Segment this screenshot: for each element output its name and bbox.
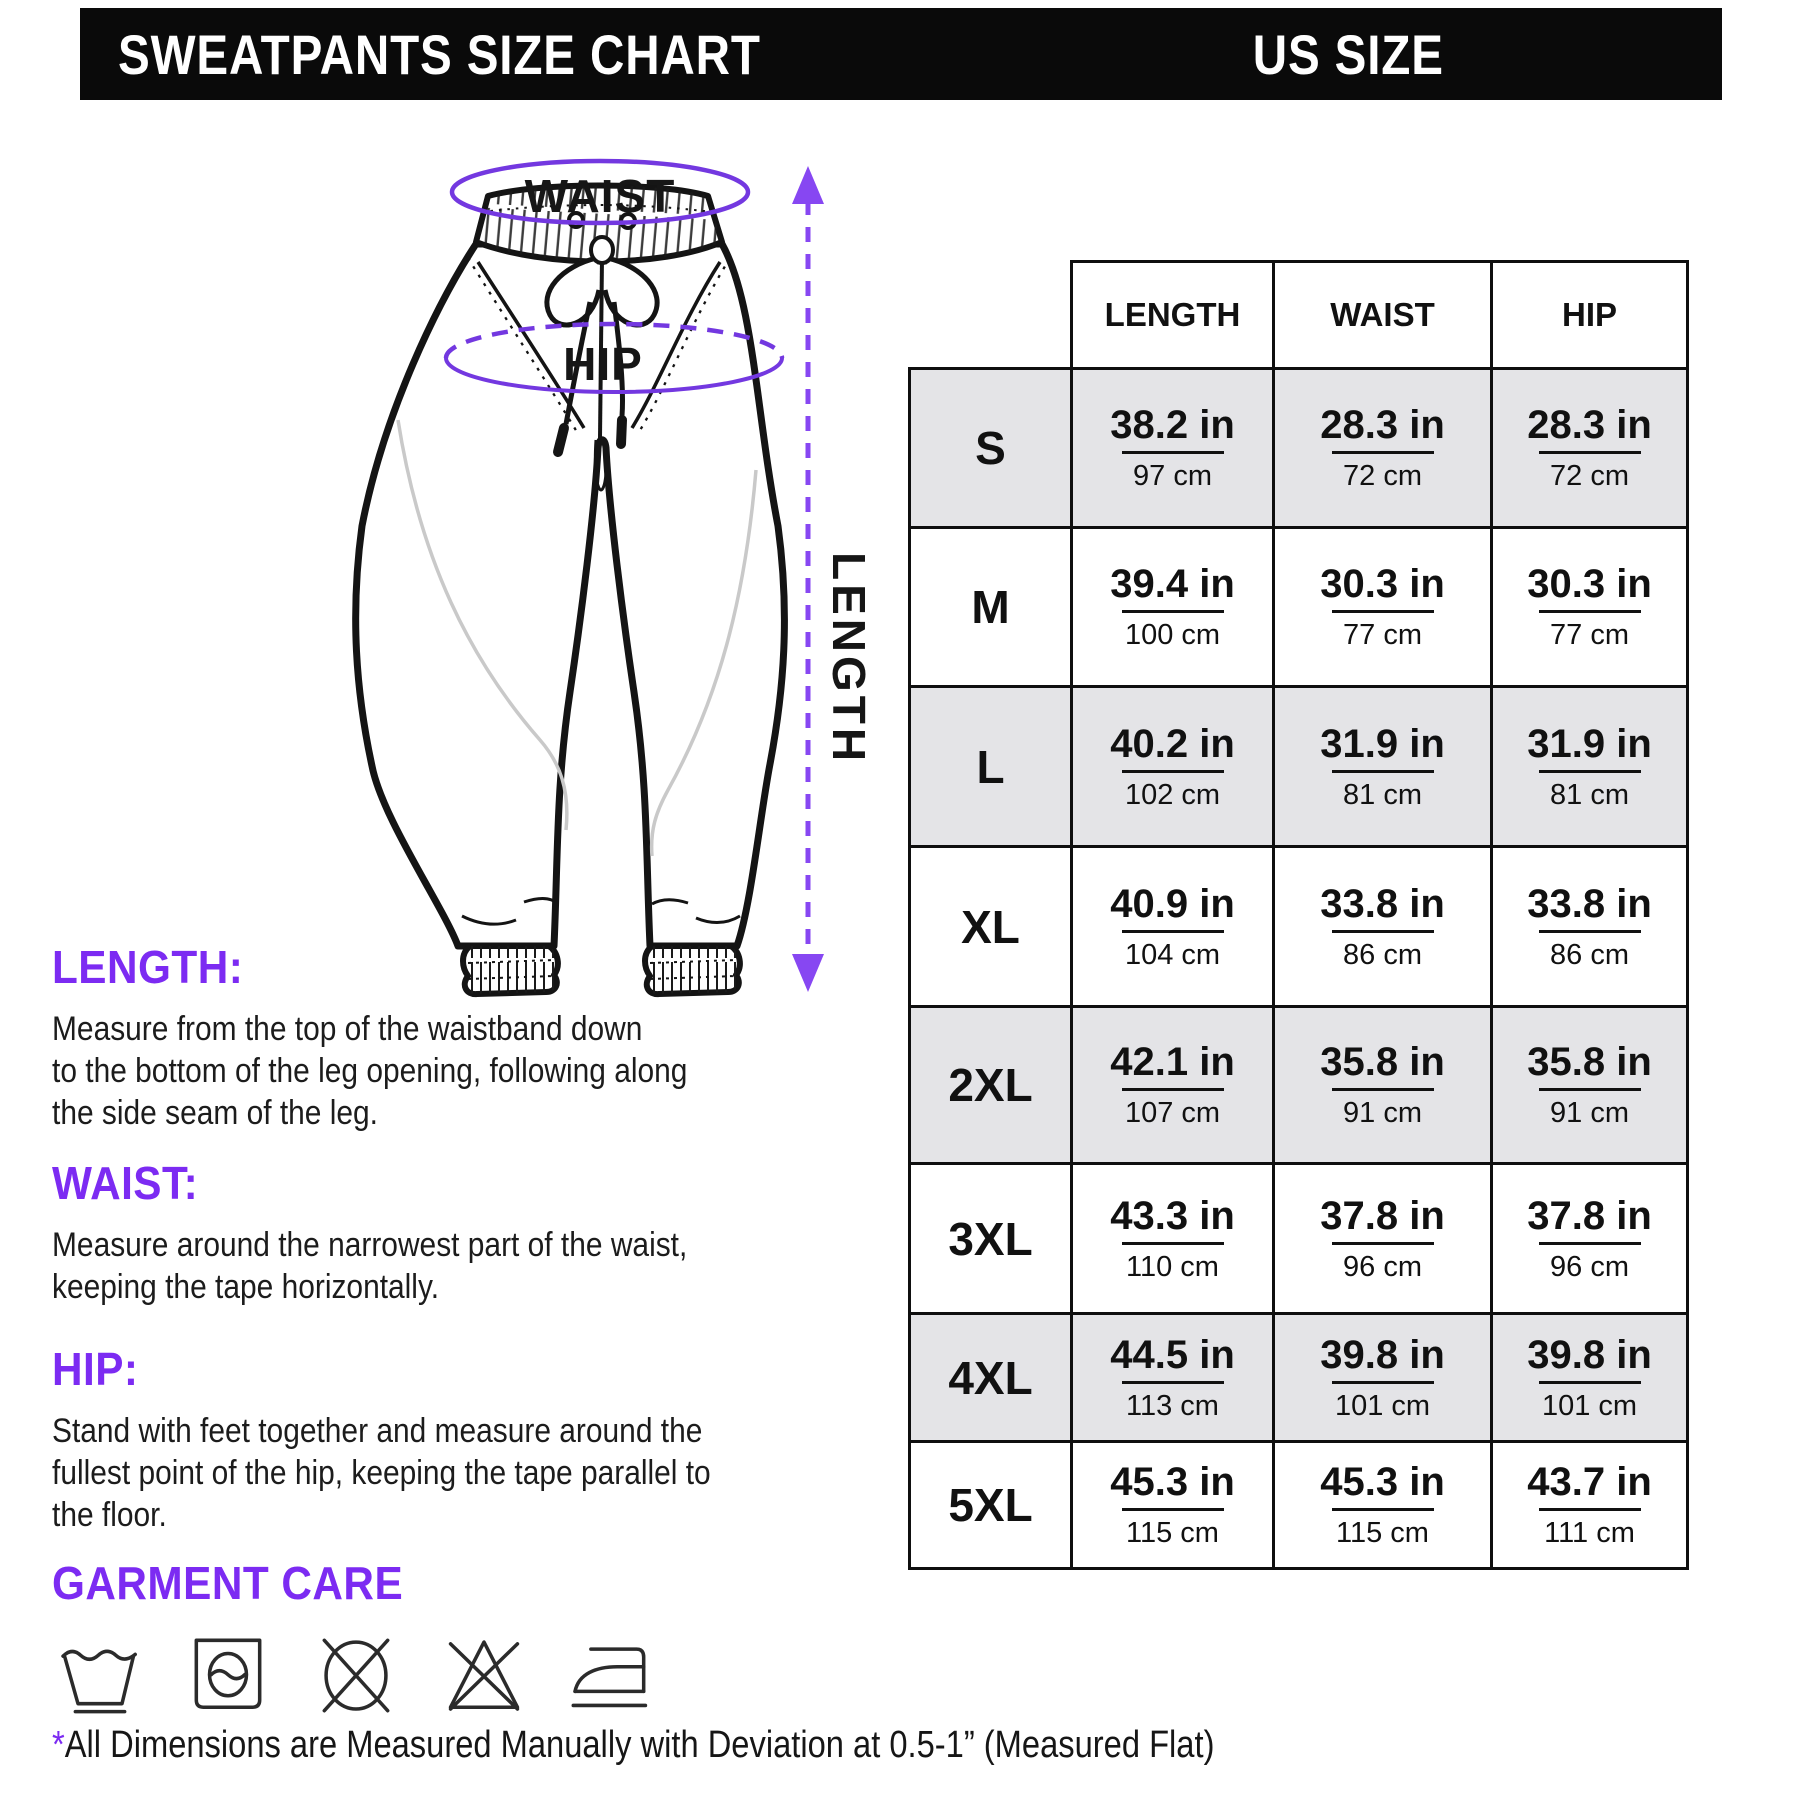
guide-text: to the bottom of the leg opening, following along — [52, 1052, 688, 1090]
table-cell: 45.3 in 115 cm — [1072, 1442, 1274, 1569]
guide-text: Measure around the narrowest part of the waist, — [52, 1226, 688, 1264]
length-arrowhead-top — [792, 166, 824, 204]
table-cell: 33.8 in 86 cm — [1274, 847, 1492, 1007]
table-cell: 37.8 in 96 cm — [1492, 1164, 1688, 1314]
guide-text: the side seam of the leg. — [52, 1094, 378, 1132]
guide-text: keeping the tape horizontally. — [52, 1268, 440, 1306]
garment-care-section — [52, 1556, 434, 1624]
table-header-row — [910, 262, 1688, 369]
table-cell: 39.4 in 100 cm — [1072, 528, 1274, 687]
do-not-bleach-icon — [440, 1626, 528, 1718]
size-label: 4XL — [910, 1314, 1072, 1442]
table-row — [910, 1442, 1688, 1569]
region-label: US SIZE — [1252, 22, 1444, 86]
care-icons-row — [56, 1626, 656, 1718]
table-row — [910, 687, 1688, 847]
do-not-dry-clean-icon — [312, 1626, 400, 1718]
table-cell: 38.2 in 97 cm — [1072, 369, 1274, 528]
length-guide — [52, 940, 812, 1134]
aglet-left — [558, 428, 564, 452]
length-label: LENGTH — [823, 552, 875, 766]
size-label: 5XL — [910, 1442, 1072, 1569]
guide-text: Measure from the top of the waistband down — [52, 1010, 643, 1048]
iron-icon — [568, 1626, 656, 1718]
header-bar — [80, 8, 1722, 100]
table-cell: 35.8 in 91 cm — [1492, 1007, 1688, 1164]
table-cell: 44.5 in 113 cm — [1072, 1314, 1274, 1442]
table-cell: 37.8 in 96 cm — [1274, 1164, 1492, 1314]
table-cell: 39.8 in 101 cm — [1274, 1314, 1492, 1442]
table-row — [910, 1007, 1688, 1164]
hip-guide-heading: HIP: — [52, 1343, 139, 1395]
table-cell: 31.9 in 81 cm — [1274, 687, 1492, 847]
length-guide-heading: LENGTH: — [52, 941, 244, 993]
table-cell: 42.1 in 107 cm — [1072, 1007, 1274, 1164]
waist-guide — [52, 1156, 812, 1308]
table-row — [910, 1164, 1688, 1314]
table-cell: 30.3 in 77 cm — [1274, 528, 1492, 687]
size-label: 2XL — [910, 1007, 1072, 1164]
table-cell: 39.8 in 101 cm — [1492, 1314, 1688, 1442]
size-label: L — [910, 687, 1072, 847]
table-cell: 31.9 in 81 cm — [1492, 687, 1688, 847]
hip-guide — [52, 1342, 812, 1536]
waist-label: WAIST — [524, 170, 676, 222]
guide-text: fullest point of the hip, keeping the tape parallel to — [52, 1454, 711, 1492]
table-row — [910, 847, 1688, 1007]
table-cell: 40.9 in 104 cm — [1072, 847, 1274, 1007]
footnote — [52, 1724, 1214, 1767]
table-cell: 35.8 in 91 cm — [1274, 1007, 1492, 1164]
table-row — [910, 1314, 1688, 1442]
machine-wash-icon — [184, 1626, 272, 1718]
bow-knot — [591, 237, 613, 263]
size-label: M — [910, 528, 1072, 687]
sweatpants-diagram — [330, 128, 830, 1008]
guide-text: Stand with feet together and measure around the — [52, 1412, 703, 1450]
column-header-hip: HIP — [1492, 262, 1688, 369]
table-cell: 33.8 in 86 cm — [1492, 847, 1688, 1007]
waist-guide-heading: WAIST: — [52, 1157, 199, 1209]
size-label: 3XL — [910, 1164, 1072, 1314]
aglet-right — [621, 420, 622, 444]
footnote-asterisk: * — [52, 1724, 65, 1766]
footnote-text: All Dimensions are Measured Manually with Deviation at 0.5-1” (Measured Flat) — [64, 1724, 1215, 1766]
table-cell: 28.3 in 72 cm — [1492, 369, 1688, 528]
table-cell: 28.3 in 72 cm — [1274, 369, 1492, 528]
hip-label: HIP — [563, 338, 643, 390]
size-label: XL — [910, 847, 1072, 1007]
table-corner — [910, 262, 1072, 369]
table-cell: 43.7 in 111 cm — [1492, 1442, 1688, 1569]
hand-wash-icon — [56, 1626, 144, 1718]
table-cell: 45.3 in 115 cm — [1274, 1442, 1492, 1569]
table-row — [910, 369, 1688, 528]
table-cell: 30.3 in 77 cm — [1492, 528, 1688, 687]
size-table — [908, 260, 1689, 1570]
garment-care-heading: GARMENT CARE — [52, 1557, 404, 1609]
table-cell: 40.2 in 102 cm — [1072, 687, 1274, 847]
column-header-length: LENGTH — [1072, 262, 1274, 369]
page-title: SWEATPANTS SIZE CHART — [118, 22, 761, 86]
guide-text: the floor. — [52, 1496, 167, 1534]
table-row — [910, 528, 1688, 687]
table-cell: 43.3 in 110 cm — [1072, 1164, 1274, 1314]
column-header-waist: WAIST — [1274, 262, 1492, 369]
size-label: S — [910, 369, 1072, 528]
